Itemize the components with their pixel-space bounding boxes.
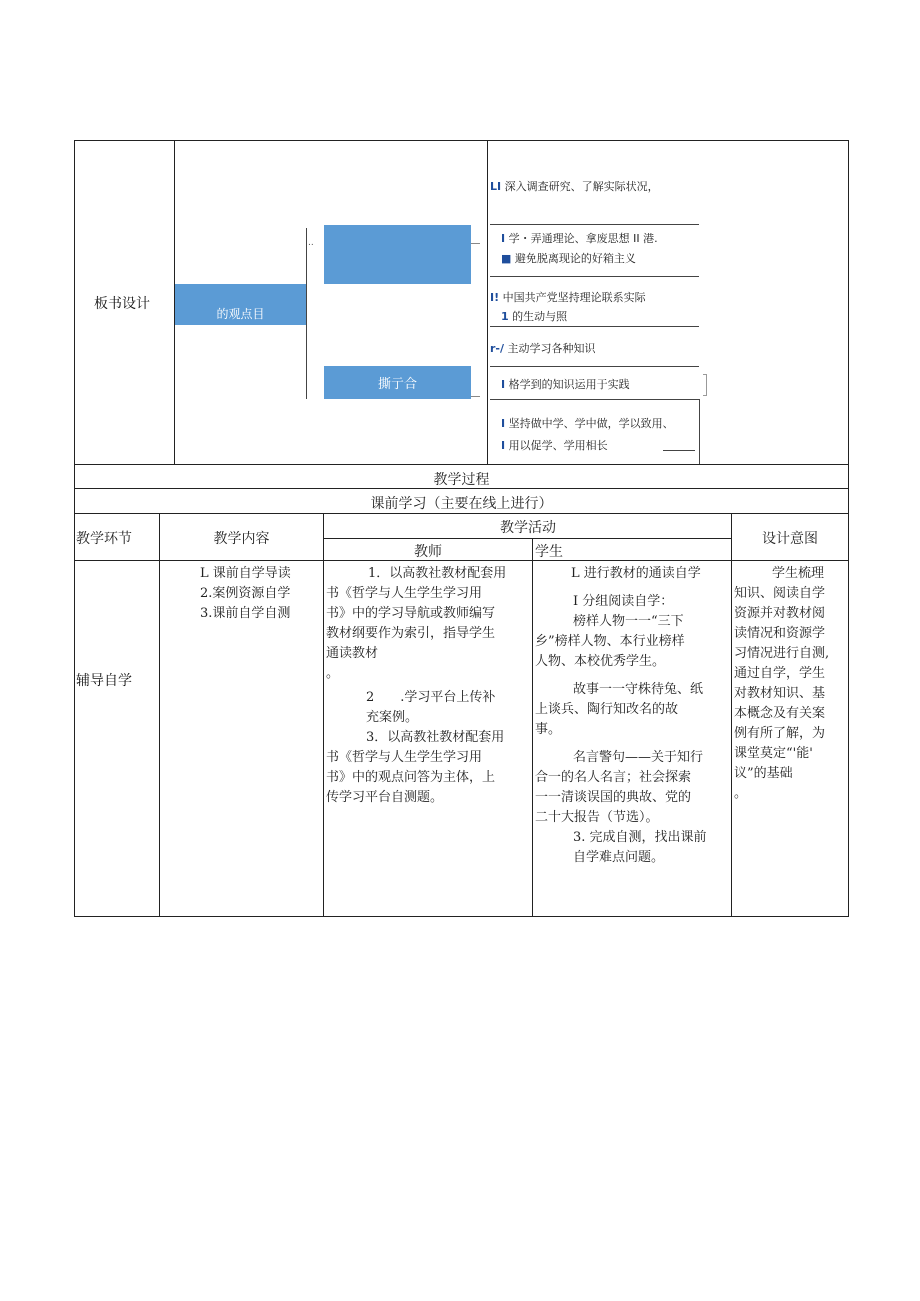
item-text: 避免脱离现论的好箱主义 bbox=[514, 252, 636, 265]
teacher-line: 2 .学习平台上传补 bbox=[366, 690, 496, 705]
board-item bbox=[501, 230, 658, 246]
intent-line: 学生梳理 bbox=[772, 566, 825, 581]
student-line: 故事一一守株待兔、纸 bbox=[573, 682, 704, 697]
board-item bbox=[501, 376, 630, 392]
header-activity: 教学活动 bbox=[500, 520, 556, 536]
board-box-left: 的观点目 bbox=[175, 284, 306, 325]
content-line: L 课前自学导读 bbox=[200, 566, 291, 581]
teacher-line: 通读教材 bbox=[326, 646, 379, 661]
col-divider bbox=[731, 513, 732, 917]
content-line: 3.课前自学自测 bbox=[200, 606, 291, 621]
intent-line: 。 bbox=[734, 786, 748, 801]
item-text: 格学到的知识运用于实践 bbox=[508, 378, 630, 391]
student-line: 二十大报告（节选）。 bbox=[535, 810, 659, 825]
header-content: 教学内容 bbox=[213, 531, 270, 547]
board-col-divider-2 bbox=[487, 140, 488, 465]
student-line: 乡”榜样人物、本行业榜样 bbox=[535, 634, 685, 649]
teacher-line: 教材纲要作为索引，指导学生 bbox=[326, 626, 496, 641]
student-cell bbox=[535, 564, 730, 868]
content-cell bbox=[200, 564, 291, 624]
item-mark: 1 bbox=[501, 310, 509, 323]
item-text: 学・弄通理论、拿废思想 II 港. bbox=[508, 232, 658, 245]
board-item bbox=[501, 250, 636, 266]
intent-line: 习情况进行自测, bbox=[734, 646, 830, 661]
bracket-mark bbox=[703, 374, 707, 396]
student-line: 名言警句——关于知行 bbox=[573, 750, 704, 765]
item-text: 主动学习各种知识 bbox=[507, 342, 596, 355]
teacher-line: 书》中的观点问答为主体，上 bbox=[326, 770, 496, 785]
teacher-line: 。 bbox=[326, 666, 340, 681]
row-divider bbox=[74, 464, 849, 465]
item-mark: r-/ bbox=[490, 342, 505, 355]
header-student: 学生 bbox=[535, 544, 563, 560]
row-divider bbox=[324, 538, 732, 539]
teacher-line: 书》中的学习导航或教师编写 bbox=[326, 606, 496, 621]
board-design-label: 板书设计 bbox=[94, 296, 150, 312]
student-line: 3. 完成自测，找出课前 bbox=[573, 830, 707, 845]
item-rule bbox=[490, 399, 699, 400]
table-border-left bbox=[74, 140, 75, 917]
student-line: 一一清谈误国的典故、党的 bbox=[535, 790, 692, 805]
item-rule-v bbox=[699, 399, 700, 464]
item-mark: LI bbox=[490, 180, 502, 193]
board-item bbox=[501, 308, 567, 324]
item-mark: I bbox=[501, 439, 506, 452]
item-mark: I bbox=[501, 378, 506, 391]
board-item bbox=[490, 178, 659, 194]
teacher-line: 1．以高教社教材配套用 bbox=[368, 566, 507, 581]
item-text: 用以促学、学用相长 bbox=[508, 439, 608, 452]
board-box-top bbox=[324, 225, 471, 284]
col-divider bbox=[532, 538, 533, 917]
connector-top-right bbox=[471, 243, 480, 244]
header-intent: 设计意图 bbox=[762, 531, 818, 547]
teacher-line: 3．以高教社教材配套用 bbox=[366, 730, 505, 745]
item-rule bbox=[663, 450, 695, 451]
header-teacher: 教师 bbox=[414, 544, 442, 560]
intent-line: 对教材知识、基 bbox=[734, 686, 826, 701]
process-title: 教学过程 bbox=[433, 472, 490, 488]
connector-bottom-right bbox=[471, 396, 480, 397]
student-line: L 进行教材的通读自学 bbox=[571, 566, 701, 581]
item-mark: I bbox=[501, 232, 506, 245]
col-divider bbox=[159, 513, 160, 917]
item-text: 中国共产党坚持理论联系实际 bbox=[502, 291, 646, 304]
item-rule bbox=[490, 326, 699, 327]
teacher-line: 书《哲学与人生学生学习用 bbox=[326, 586, 483, 601]
student-line: 人物、本校优秀学生。 bbox=[535, 654, 666, 669]
intent-cell bbox=[734, 564, 848, 804]
teacher-line: 充案例。 bbox=[366, 710, 419, 725]
board-box-bottom: 撕亍合 bbox=[324, 366, 471, 399]
intent-line: 知识、阅读自学 bbox=[734, 586, 826, 601]
student-line: 事。 bbox=[535, 722, 562, 737]
table-border-right bbox=[848, 140, 849, 917]
teacher-line: 传学习平台自测题。 bbox=[326, 790, 444, 805]
intent-line: 本概念及有关案 bbox=[734, 706, 826, 721]
item-rule bbox=[490, 366, 699, 367]
intent-line: 读情况和资源学 bbox=[734, 626, 826, 641]
intent-line: 资源并对教材阅 bbox=[734, 606, 826, 621]
student-line: 自学难点问题。 bbox=[573, 850, 665, 865]
item-mark: I bbox=[501, 417, 506, 430]
header-stage: 教学环节 bbox=[76, 531, 132, 547]
student-line: 榜样人物一一“三下 bbox=[573, 614, 684, 629]
teacher-cell bbox=[326, 564, 530, 808]
connector-dots: .. bbox=[308, 238, 314, 248]
intent-line: 课堂莫定“'能' bbox=[734, 746, 813, 761]
table-border-top bbox=[74, 140, 849, 141]
item-mark: ■ bbox=[501, 252, 512, 265]
student-line: 合一的名人名言；社会探索 bbox=[535, 770, 692, 785]
student-line: I 分组阅读自学： bbox=[573, 594, 674, 609]
board-item bbox=[490, 340, 596, 356]
item-text: 坚持做中学、学中做，学以致用、 bbox=[508, 417, 674, 430]
item-text: 的生动与照 bbox=[512, 310, 568, 323]
col-divider bbox=[323, 513, 324, 917]
connector-vertical bbox=[306, 228, 307, 399]
stage-cell: 辅导自学 bbox=[76, 673, 132, 689]
intent-line: 议”的基础 bbox=[734, 766, 793, 781]
item-text: 深入调查研究、了解实际状况， bbox=[504, 180, 659, 193]
row-divider bbox=[74, 513, 849, 514]
table-border-bottom bbox=[74, 916, 849, 917]
board-item bbox=[501, 437, 608, 453]
item-rule bbox=[490, 276, 699, 277]
board-item bbox=[490, 289, 646, 305]
student-line: 上谈兵、陶行知改名的故 bbox=[535, 702, 679, 717]
intent-line: 例有所了解，为 bbox=[734, 726, 826, 741]
content-line: 2.案例资源自学 bbox=[200, 586, 291, 601]
item-mark: I! bbox=[490, 291, 500, 304]
item-rule bbox=[490, 224, 699, 225]
teacher-line: 书《哲学与人生学生学习用 bbox=[326, 750, 483, 765]
intent-line: 通过自学，学生 bbox=[734, 666, 826, 681]
board-item bbox=[501, 415, 674, 431]
process-subtitle: 课前学习（主要在线上进行） bbox=[370, 496, 553, 512]
